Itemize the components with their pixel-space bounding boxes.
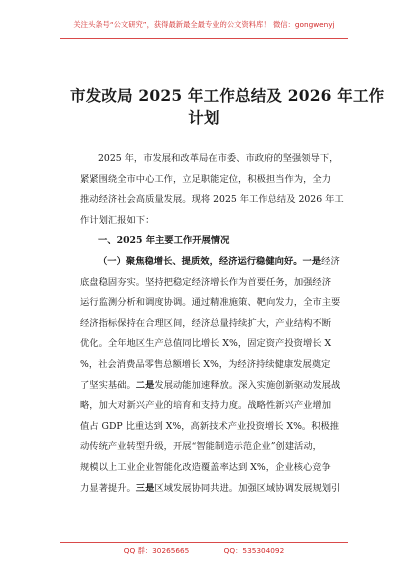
para1-last: 了坚实基础。 — [80, 379, 136, 391]
section-heading: 一、2025 年主要工作开展情况 — [98, 235, 230, 247]
para2-line — [80, 479, 342, 500]
point-label-2: 二是 — [135, 379, 155, 391]
subheading-line — [80, 252, 342, 273]
point-label-3: 三是 — [135, 482, 155, 494]
para3-lead: 区域发展协同共进。加强区域协调发展规划引 — [154, 482, 341, 494]
document-title — [70, 85, 385, 129]
header-divider — [60, 38, 348, 39]
para2-line: 值占 GDP 比重达到 X%，高新技术产业投资增长 X%。积极推 — [80, 420, 340, 432]
para2-line: 略，加大对新兴产业的培育和支持力度。战略性新兴产业增加 — [80, 400, 332, 412]
intro-line: 紧紧围绕全市中心工作，立足职能定位，积极担当作为，全力 — [80, 173, 332, 185]
para1-line: 底盘稳固夯实。坚持把稳定经济增长作为首要任务，加强经济 — [80, 276, 332, 288]
para1-line-tail: 经济 — [321, 255, 340, 267]
footer-divider — [60, 542, 348, 543]
document-body — [80, 149, 342, 499]
header-banner: 关注头条号“公文研究”，获得最新最全最专业的公文资料库！ 微信：gongwenyj — [73, 20, 335, 29]
subheading: （一）聚焦稳增长、提质效，经济运行稳健向好。 — [98, 255, 303, 267]
para1-line — [80, 376, 342, 397]
para2-last: 力显著提升。 — [80, 482, 136, 494]
para1-line: 运行监测分析和调度协调。通过精准施策、靶向发力，全市主要 — [80, 297, 341, 309]
point-label-1: 一是 — [302, 255, 322, 267]
para1-line: 优化。全年地区生产总值同比增长 X%，固定资产投资增长 X — [80, 338, 332, 350]
para2-line: 动传统产业转型升级，开展“智能制造示范企业”创建活动， — [80, 441, 322, 453]
footer-qq-group: QQ 群：30265665 — [123, 546, 190, 555]
para2-lead: 发展动能加速释放。深入实施创新驱动发展战 — [154, 379, 341, 391]
intro-line: 2025 年，市发展和改革局在市委、市政府的坚强领导下， — [98, 153, 339, 164]
para2-line: 规模以上工业企业智能化改造覆盖率达到 X%，企业核心竞争 — [80, 461, 331, 473]
title-line-1: 市发改局 2025 年工作总结及 2026 年工作 — [70, 86, 385, 105]
para1-line: 经济指标保持在合理区间，经济总量持续扩大，产业结构不断 — [80, 317, 332, 329]
para1-line: %，社会消费品零售总额增长 X%，为经济持续健康发展奠定 — [80, 358, 331, 370]
footer-qq: QQ：535304092 — [223, 546, 285, 555]
footer — [0, 546, 408, 556]
intro-line: 作计划汇报如下： — [80, 214, 155, 226]
intro-line: 推动经济社会高质量发展。现将 2025 年工作总结及 2026 年工 — [80, 194, 344, 206]
title-line-2: 计划 — [188, 108, 220, 127]
